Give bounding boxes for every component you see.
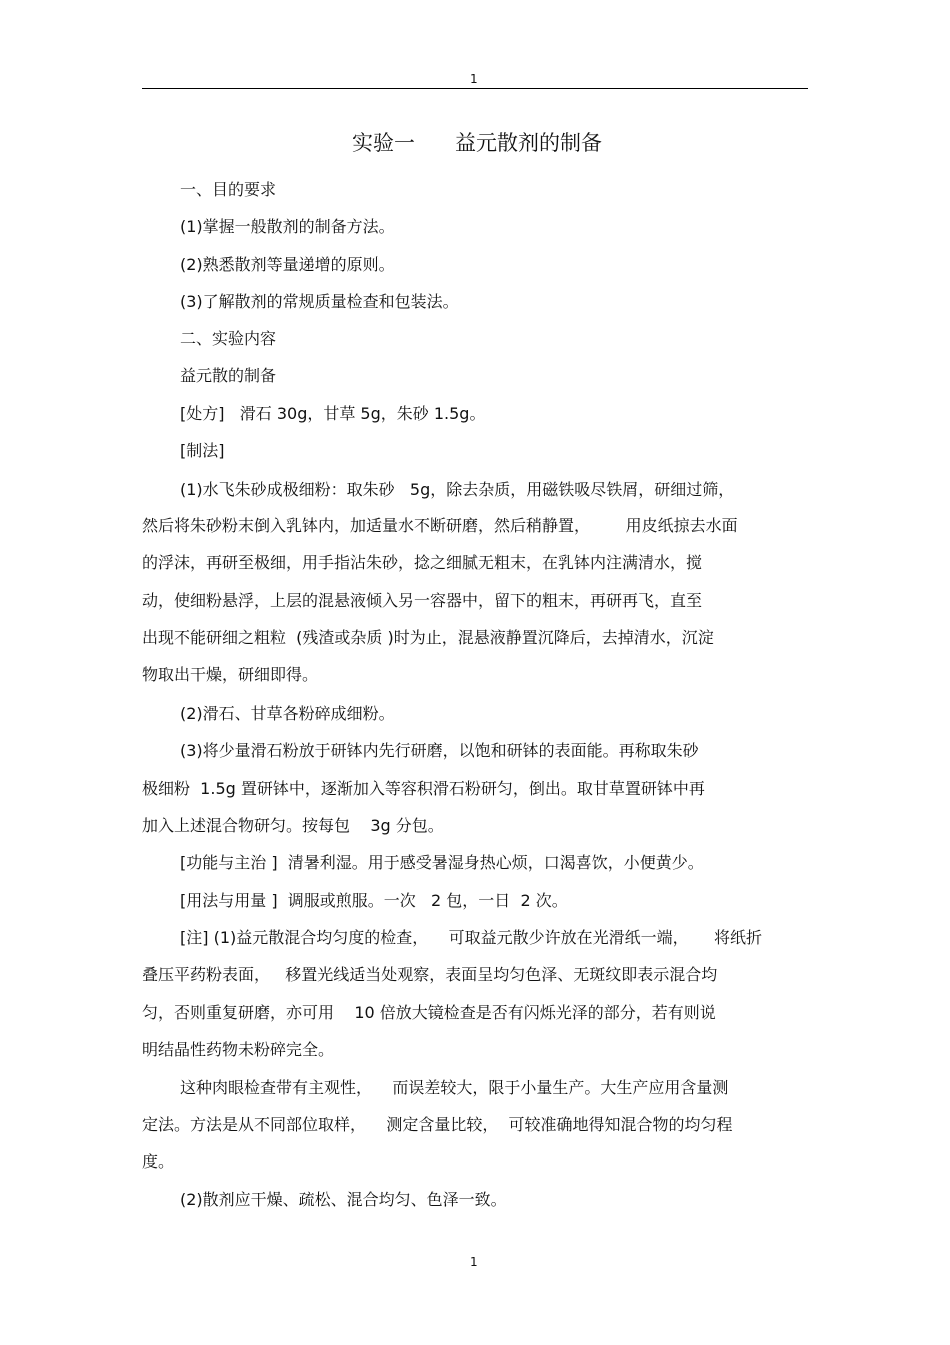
method-step-1-line-1: (1)水飞朱砂成极细粉：取朱砂 5g，除去杂质，用磁铁吸尽铁屑，研细过筛， <box>180 480 735 499</box>
method-step-1-line-5: 出现不能研细之粗粒 (残渣或杂质 )时为止，混悬液静置沉降后，去掉清水，沉淀 <box>142 628 714 647</box>
objective-item-2: (2)熟悉散剂等量递增的原则。 <box>180 255 395 274</box>
page-title <box>352 127 602 157</box>
section-heading-objectives: 一、目的要求 <box>180 180 277 199</box>
objective-item-1: (1)掌握一般散剂的制备方法。 <box>180 217 395 236</box>
note-paragraph-line-1: 这种肉眼检查带有主观性， 而误差较大，限于小量生产。大生产应用含量测 <box>180 1078 729 1097</box>
subheading-preparation: 益元散的制备 <box>180 366 277 385</box>
header-page-number: 1 <box>470 72 478 86</box>
note-1-line-4: 明结晶性药物未粉碎完全。 <box>142 1040 335 1059</box>
note-1-line-2: 叠压平药粉表面， 移置光线适当处观察，表面呈均匀色泽、无斑纹即表示混合均 <box>142 965 718 984</box>
title-experiment-number: 实验一 <box>352 131 415 155</box>
prescription-line: [处方] 滑石 30g，甘草 5g，朱砂 1.5g。 <box>180 404 486 423</box>
method-step-1-line-6: 物取出干燥，研细即得。 <box>142 665 319 684</box>
function-indications: [功能与主治 ] 清暑利湿。用于感受暑湿身热心烦，口渴喜饮，小便黄少。 <box>180 853 704 872</box>
method-step-1-line-2: 然后将朱砂粉末倒入乳钵内，加适量水不断研磨，然后稍静置， 用皮纸掠去水面 <box>142 516 738 535</box>
objective-item-3: (3)了解散剂的常规质量检查和包装法。 <box>180 292 459 311</box>
method-label: [制法] <box>180 441 225 460</box>
method-step-2: (2)滑石、甘草各粉碎成细粉。 <box>180 704 395 723</box>
section-heading-content: 二、实验内容 <box>180 329 277 348</box>
usage-dosage: [用法与用量 ] 调服或煎服。一次 2 包，一日 2 次。 <box>180 891 568 910</box>
method-step-1-line-4: 动，使细粉悬浮，上层的混悬液倾入另一容器中，留下的粗末，再研再飞，直至 <box>142 591 703 610</box>
header-rule <box>142 88 808 89</box>
note-2: (2)散剂应干燥、疏松、混合均匀、色泽一致。 <box>180 1190 507 1209</box>
footer-page-number: 1 <box>470 1255 478 1269</box>
method-step-1-line-3: 的浮沫，再研至极细，用手指沾朱砂，捻之细腻无粗末，在乳钵内注满清水，搅 <box>142 553 703 572</box>
note-paragraph-line-2: 定法。方法是从不同部位取样， 测定含量比较， 可较准确地得知混合物的均匀程 <box>142 1115 733 1134</box>
method-step-3-line-3: 加入上述混合物研匀。按每包 3g 分包。 <box>142 816 444 835</box>
method-step-3-line-1: (3)将少量滑石粉放于研钵内先行研磨，以饱和研钵的表面能。再称取朱砂 <box>180 741 699 760</box>
note-1-line-3: 匀，否则重复研磨，亦可用 10 倍放大镜检查是否有闪烁光泽的部分，若有则说 <box>142 1003 716 1022</box>
title-experiment-name: 益元散剂的制备 <box>455 131 602 155</box>
method-step-3-line-2: 极细粉 1.5g 置研钵中，逐渐加入等容积滑石粉研匀，倒出。取甘草置研钵中再 <box>142 779 705 798</box>
note-paragraph-line-3: 度。 <box>142 1152 175 1171</box>
note-1-line-1: [注] (1)益元散混合均匀度的检查， 可取益元散少许放在光滑纸一端， 将纸折 <box>180 928 763 947</box>
